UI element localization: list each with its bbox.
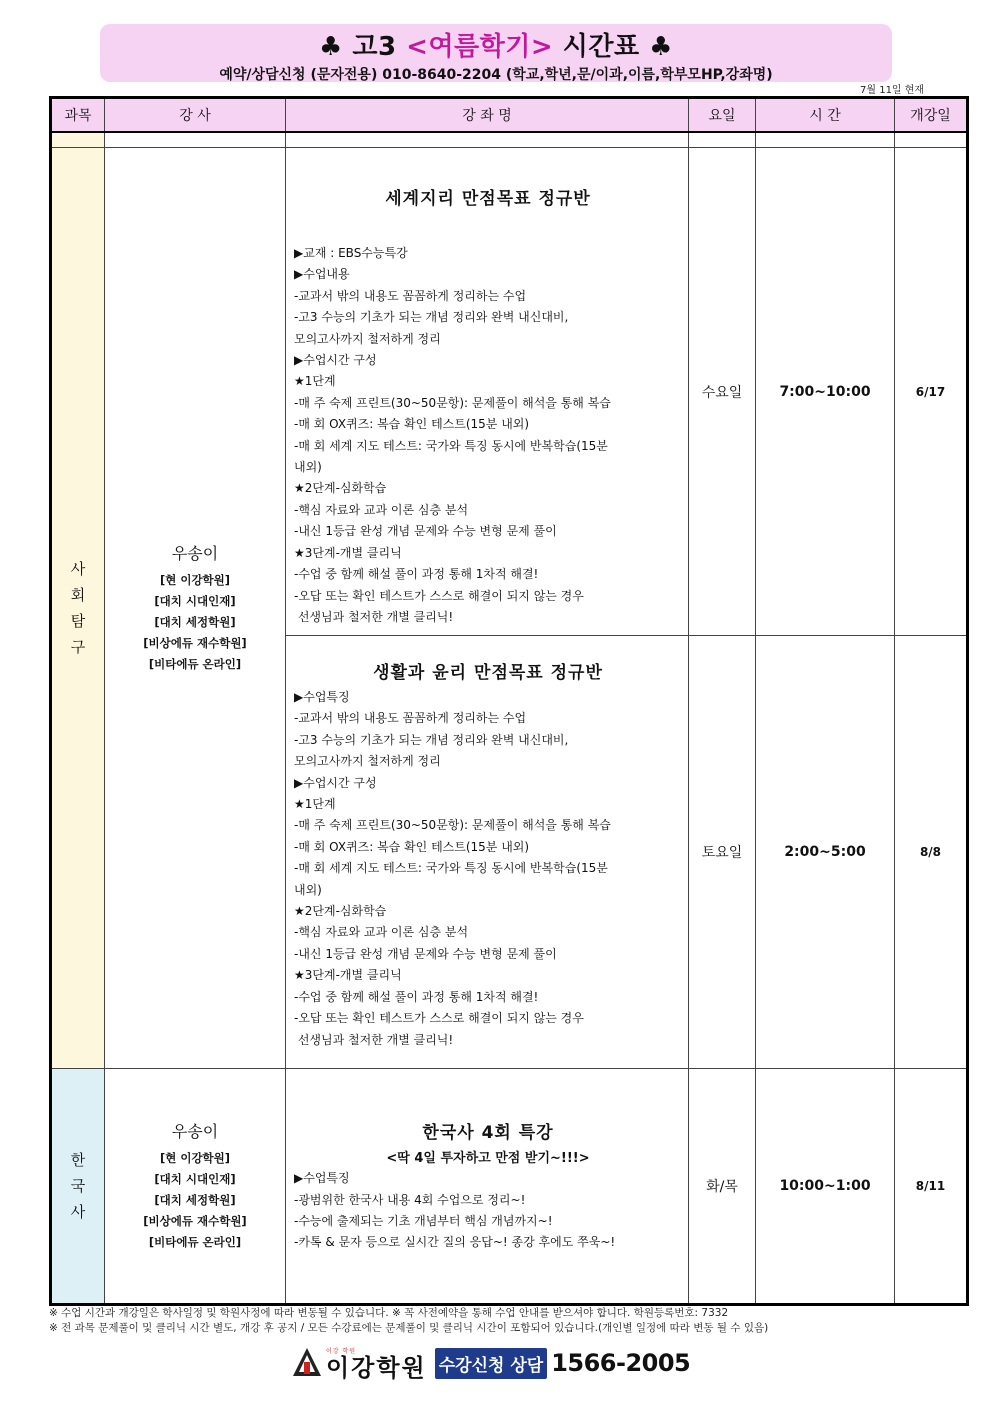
col-header-teacher: 강 사 <box>105 98 286 133</box>
course-line: -고3 수능의 기초가 되는 개념 정리와 완벽 내신대비, <box>294 310 569 325</box>
course-description <box>294 1168 682 1254</box>
course-line: ★1단계 <box>294 797 336 812</box>
course-ethics <box>286 636 689 1069</box>
phone-number[interactable]: 1566-2005 <box>551 1349 691 1377</box>
course-line: -핵심 자료와 교과 이론 심층 분석 <box>294 502 469 517</box>
course-line: ▶수업시간 구성 <box>294 353 377 368</box>
enroll-consult-button[interactable]: 수강신청 상담 <box>435 1348 547 1379</box>
logo-tagline: 이강 학원 <box>326 1347 357 1355</box>
teacher-credential: [비타에듀 온라인] <box>148 657 242 671</box>
course-line: -수업 중 함께 해설 풀이 과정 통해 1차적 해결! <box>294 567 539 582</box>
teacher-name: 우송이 <box>171 1122 219 1141</box>
col-header-subject: 과목 <box>51 98 105 133</box>
subject-social-studies: 사 회 탐 구 <box>51 148 105 1069</box>
course-line: 내외) <box>294 882 322 897</box>
teacher-cell <box>105 148 286 1069</box>
course-start-date: 8/8 <box>895 636 968 1069</box>
course-line: ▶수업특징 <box>294 690 350 704</box>
course-title: 한국사 4회 특강 <box>422 1123 554 1144</box>
course-line: 모의고사까지 철저하게 정리 <box>294 331 441 346</box>
academy-logo <box>326 1346 427 1381</box>
course-line: -오답 또는 확인 테스트가 스스로 해결이 되지 않는 경우 <box>294 1011 584 1026</box>
footer-bar <box>290 1345 690 1381</box>
academy-name: 이강학원 <box>326 1353 427 1382</box>
course-day: 토요일 <box>689 636 756 1069</box>
course-time: 7:00~10:00 <box>756 148 895 636</box>
course-line: ★1단계 <box>294 374 336 389</box>
course-line: -교과서 밖의 내용도 꼼꼼하게 정리하는 수업 <box>294 711 527 726</box>
course-title: 생활과 윤리 만점목표 정규반 <box>373 663 603 683</box>
teacher-credential: [대치 시대인재] <box>154 1172 236 1186</box>
course-line: -내신 1등급 완성 개념 문제와 수능 변형 문제 풀이 <box>294 524 557 539</box>
course-line: -내신 1등급 완성 개념 문제와 수능 변형 문제 풀이 <box>294 946 557 961</box>
teacher-name: 우송이 <box>171 544 219 563</box>
course-start-date: 6/17 <box>895 148 968 636</box>
teacher-credential: [대치 세정학원] <box>154 615 236 629</box>
course-line: ▶수업내용 <box>294 267 350 282</box>
course-line: -오답 또는 확인 테스트가 스스로 해결이 되지 않는 경우 <box>294 588 584 603</box>
table-row <box>51 148 968 636</box>
course-line: -매 회 OX퀴즈: 복습 확인 테스트(15분 내외) <box>294 839 530 854</box>
timetable <box>49 96 969 1306</box>
course-line: -매 주 숙제 프린트(30~50문항): 문제풀이 해석을 통해 복습 <box>294 395 611 410</box>
course-line: ▶교재 : EBS수능특강 <box>294 246 408 260</box>
teacher-credential: [대치 시대인재] <box>154 594 236 608</box>
table-row <box>51 1069 968 1305</box>
teacher-credential: [비상에듀 재수학원] <box>143 1214 247 1228</box>
col-header-course: 강 좌 명 <box>286 98 689 133</box>
col-header-time: 시 간 <box>756 98 895 133</box>
course-time: 10:00~1:00 <box>756 1069 895 1305</box>
course-line: -카톡 & 문자 등으로 실시간 질의 응답~! 종강 후에도 쭈욱~! <box>294 1235 616 1250</box>
course-line: 내외) <box>294 460 322 475</box>
course-line: 모의고사까지 철저하게 정리 <box>294 754 441 769</box>
teacher-credential: [현 이강학원] <box>159 1151 231 1165</box>
course-line: ★3단계-개별 클리닉 <box>294 545 402 560</box>
course-title: 세계지리 만점목표 정규반 <box>385 189 591 209</box>
teacher-credential: [비타에듀 온라인] <box>148 1235 242 1249</box>
course-line: -교과서 밖의 내용도 꼼꼼하게 정리하는 수업 <box>294 288 527 303</box>
course-line: 선생님과 철저한 개별 클리닉! <box>294 1032 454 1047</box>
course-line: -광범위한 한국사 내용 4회 수업으로 정리~! <box>294 1192 526 1207</box>
course-line: -핵심 자료와 교과 이론 심층 분석 <box>294 925 469 940</box>
spacer-row <box>51 132 968 148</box>
teacher-credential: [대치 세정학원] <box>154 1193 236 1207</box>
course-subtitle: <딱 4일 투자하고 만점 받기~!!!> <box>386 1151 590 1167</box>
course-line: -매 회 세계 지도 테스트: 국가와 특징 동시에 반복학습(15분 <box>294 861 608 876</box>
course-line: -수업 중 함께 해설 풀이 과정 통해 1차적 해결! <box>294 989 539 1004</box>
academy-logo-icon <box>290 1346 324 1380</box>
course-line: ▶수업시간 구성 <box>294 775 377 790</box>
course-line: 선생님과 철저한 개별 클리닉! <box>294 609 454 624</box>
teacher-cell <box>105 1069 286 1305</box>
title-highlight: <여름학기> <box>406 32 554 62</box>
course-time: 2:00~5:00 <box>756 636 895 1069</box>
course-korean-history <box>286 1069 689 1305</box>
course-description <box>294 243 682 628</box>
col-header-start: 개강일 <box>895 98 968 133</box>
footnotes <box>49 1306 768 1336</box>
as-of-date: 7월 11일 현재 <box>860 85 925 96</box>
teacher-credential: [현 이강학원] <box>159 573 231 587</box>
teacher-credential: [비상에듀 재수학원] <box>143 636 247 650</box>
course-start-date: 8/11 <box>895 1069 968 1305</box>
subject-korean-history: 한 국 사 <box>51 1069 105 1305</box>
course-line: -고3 수능의 기초가 되는 개념 정리와 완벽 내신대비, <box>294 732 569 747</box>
course-line: -매 회 OX퀴즈: 복습 확인 테스트(15분 내외) <box>294 417 530 432</box>
course-line: -매 주 숙제 프린트(30~50문항): 문제풀이 해석을 통해 복습 <box>294 818 611 833</box>
course-line: -매 회 세계 지도 테스트: 국가와 특징 동시에 반복학습(15분 <box>294 438 608 453</box>
course-line: ★2단계-심화학습 <box>294 904 387 919</box>
course-line: ★3단계-개별 클리닉 <box>294 968 402 983</box>
footnote: ※ 수업 시간과 개강일은 학사일정 및 학원사정에 따라 변동될 수 있습니다. ※ 꼭 사전예약을 통해 수업 안내를 받으셔야 합니다. 학원등록번호: 7332 <box>49 1307 729 1319</box>
title-banner <box>100 24 892 82</box>
course-line: ▶수업특징 <box>294 1171 350 1186</box>
course-line: -수능에 출제되는 기초 개념부터 핵심 개념까지~! <box>294 1214 553 1228</box>
course-day: 수요일 <box>689 148 756 636</box>
contact-info: 예약/상담신청 (문자전용) 010-8640-2204 (학교,학년,문/이과,이름,학부모HP,강좌명) <box>219 67 773 83</box>
course-line: ★2단계-심화학습 <box>294 481 387 496</box>
header-row <box>51 98 968 133</box>
page-title: ♣ 고3 <여름학기> 시간표 ♣ <box>319 32 673 62</box>
course-world-geography <box>286 148 689 636</box>
col-header-day: 요일 <box>689 98 756 133</box>
course-description <box>294 687 682 1051</box>
course-day: 화/목 <box>689 1069 756 1305</box>
footnote: ※ 전 과목 문제풀이 및 클리닉 시간 별도, 개강 후 공지 / 모든 수강료에는 문제풀이 및 클리닉 시간이 포함되어 있습니다.(개인별 일정에 따라 변동 될 수 있음) <box>49 1322 769 1334</box>
